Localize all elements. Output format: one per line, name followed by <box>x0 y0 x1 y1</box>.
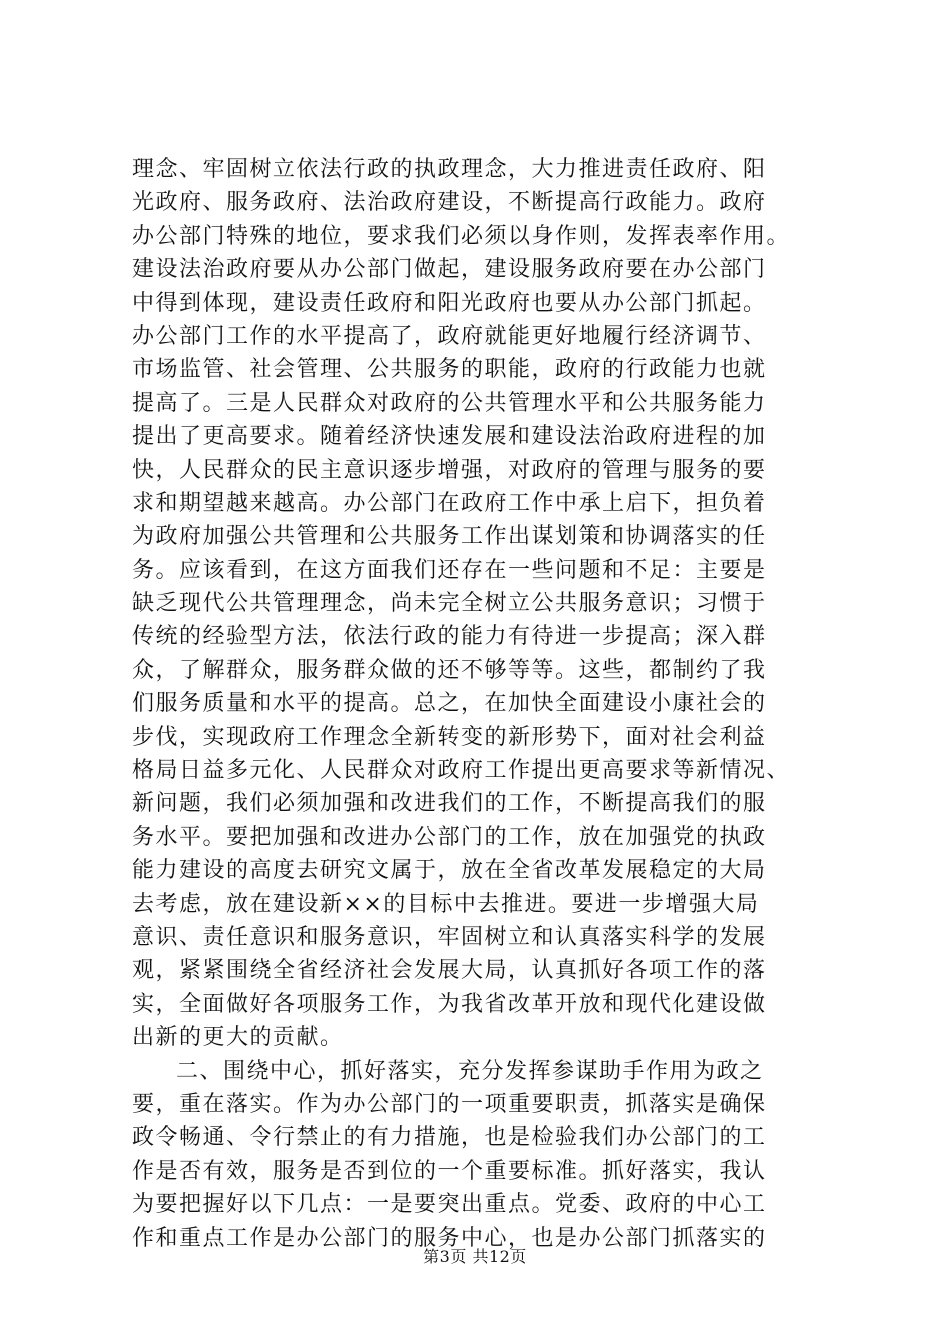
text-line: 格局日益多元化、人民群众对政府工作提出更高要求等新情况、 <box>132 758 791 784</box>
document-body <box>132 153 832 1255</box>
text-line: 快，人民群众的民主意识逐步增强，对政府的管理与服务的要 <box>132 457 767 483</box>
text-line: 步伐，实现政府工作理念全新转变的新形势下，面对社会利益 <box>132 724 767 750</box>
text-line: 务水平。要把加强和改进办公部门的工作，放在加强党的执政 <box>132 824 767 850</box>
text-line: 中得到体现，建设责任政府和阳光政府也要从办公部门抓起。 <box>132 290 767 316</box>
text-line: 为政府加强公共管理和公共服务工作出谋划策和协调落实的任 <box>132 524 767 550</box>
text-line: 意识、责任意识和服务意识，牢固树立和认真落实科学的发展 <box>132 924 767 950</box>
text-line: 提出了更高要求。随着经济快速发展和建设法治政府进程的加 <box>132 424 767 450</box>
text-line: 光政府、服务政府、法治政府建设，不断提高行政能力。政府 <box>132 190 767 216</box>
text-line: 二、围绕中心，抓好落实，充分发挥参谋助手作用为政之 <box>176 1058 764 1084</box>
text-line: 要，重在落实。作为办公部门的一项重要职责，抓落实是确保 <box>132 1091 767 1117</box>
text-line: 众，了解群众，服务群众做的还不够等等。这些，都制约了我 <box>132 657 767 683</box>
text-line: 去考虑，放在建设新××的目标中去推进。要进一步增强大局 <box>132 891 760 917</box>
text-line: 提高了。三是人民群众对政府的公共管理水平和公共服务能力 <box>132 390 767 416</box>
text-line: 建设法治政府要从办公部门做起，建设服务政府要在办公部门 <box>132 257 767 283</box>
text-line: 们服务质量和水平的提高。总之，在加快全面建设小康社会的 <box>132 691 767 717</box>
page-number-footer: 第3页 共12页 <box>423 1247 527 1266</box>
text-line: 传统的经验型方法，依法行政的能力有待进一步提高；深入群 <box>132 624 767 650</box>
text-line: 务。应该看到，在这方面我们还存在一些问题和不足：主要是 <box>132 557 767 583</box>
text-line: 市场监管、社会管理、公共服务的职能，政府的行政能力也就 <box>132 357 767 383</box>
text-line: 作是否有效，服务是否到位的一个重要标准。抓好落实，我认 <box>132 1158 767 1184</box>
text-line: 理念、牢固树立依法行政的执政理念，大力推进责任政府、阳 <box>132 157 767 182</box>
text-line: 办公部门工作的水平提高了，政府就能更好地履行经济调节、 <box>132 323 767 349</box>
text-line: 求和期望越来越高。办公部门在政府工作中承上启下，担负着 <box>132 490 767 516</box>
text-line: 新问题，我们必须加强和改进我们的工作，不断提高我们的服 <box>132 791 767 817</box>
text-line: 办公部门特殊的地位，要求我们必须以身作则，发挥表率作用。 <box>132 223 791 249</box>
text-line: 出新的更大的贡献。 <box>132 1025 344 1051</box>
text-line: 能力建设的高度去研究文属于，放在全省改革发展稳定的大局 <box>132 858 767 884</box>
text-line: 作和重点工作是办公部门的服务中心，也是办公部门抓落实的 <box>132 1225 767 1251</box>
text-line: 实，全面做好各项服务工作，为我省改革开放和现代化建设做 <box>132 991 767 1017</box>
text-line: 观，紧紧围绕全省经济社会发展大局，认真抓好各项工作的落 <box>132 958 767 984</box>
text-line: 缺乏现代公共管理理念，尚未完全树立公共服务意识；习惯于 <box>132 591 767 617</box>
text-line: 为要把握好以下几点：一是要突出重点。党委、政府的中心工 <box>132 1192 767 1218</box>
text-line: 政令畅通、令行禁止的有力措施，也是检验我们办公部门的工 <box>132 1125 767 1151</box>
